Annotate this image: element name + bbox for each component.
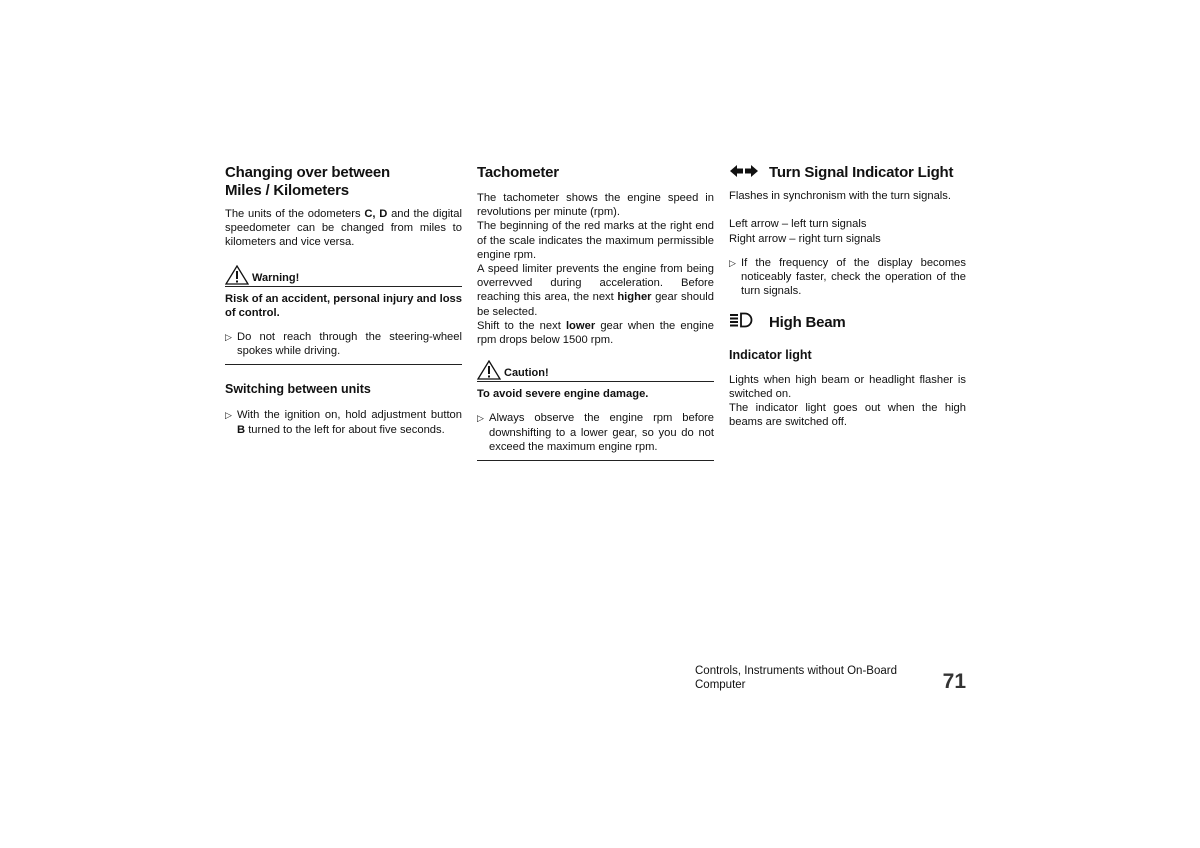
text-run: Shift to the next xyxy=(477,319,566,332)
warning-header xyxy=(225,265,462,287)
text-run: gear when the engine rpm drops below 1500 rpm. xyxy=(477,319,714,347)
bullet-triangle-icon: ▷ xyxy=(225,332,232,343)
high-beam-heading xyxy=(729,312,966,332)
bold-run: C, D xyxy=(364,208,388,220)
caution-title: Caution! xyxy=(504,367,549,380)
warning-bullet xyxy=(225,330,462,365)
text-run: gear should be selected. xyxy=(477,291,714,318)
caution-bullet-text: Always observe the engine rpm before downshifting to a lower gear, so you do not exceed the maximum engine rpm. xyxy=(489,412,714,453)
footer-title: Controls, Instruments without On-Board Computer xyxy=(695,665,897,691)
column-tachometer xyxy=(477,164,714,461)
subheading-switching-units: Switching between units xyxy=(225,382,371,397)
caution-bullet xyxy=(477,411,714,461)
odometer-units-paragraph xyxy=(225,207,462,250)
indicator-light-subheading: Indicator light xyxy=(729,347,812,362)
tachometer-para-1: The tachometer shows the engine speed in revolutions per minute (rpm). xyxy=(477,192,714,219)
tachometer-para-4 xyxy=(477,319,714,347)
turn-signal-para: Flashes in synchronism with the turn signals. xyxy=(729,190,951,203)
warning-text: Risk of an accident, personal injury and loss of control. xyxy=(225,292,462,319)
page-footer xyxy=(695,664,966,693)
bullet-triangle-icon: ▷ xyxy=(729,257,736,268)
heading-changing-over xyxy=(225,164,462,200)
text-run: turned to the left for about five seconds. xyxy=(245,423,445,436)
turn-signal-heading xyxy=(729,164,966,182)
high-beam-icon xyxy=(729,312,769,332)
column-odometer-units xyxy=(225,164,462,437)
high-beam-title: High Beam xyxy=(769,313,846,331)
heading-tachometer: Tachometer xyxy=(477,164,559,181)
left-arrow-text: Left arrow – left turn signals xyxy=(729,218,867,231)
switching-bullet-text xyxy=(237,408,462,436)
warning-triangle-icon xyxy=(477,360,501,380)
warning-bullet-text: Do not reach through the steering-wheel spokes while driving. xyxy=(237,331,462,358)
turn-signal-bullet xyxy=(729,256,966,299)
bold-run: lower xyxy=(565,319,596,332)
column-indicator-lights xyxy=(729,164,966,429)
bullet-triangle-icon: ▷ xyxy=(477,413,484,424)
tachometer-para-2: The beginning of the red marks at the right end of the scale indicates the maximum permissible engine rpm. xyxy=(477,220,714,261)
bold-run: higher xyxy=(617,291,652,304)
text-run: A speed limiter prevents the engine from being overrevved during acceleration. Before reaching this area, the next xyxy=(477,263,714,304)
warning-triangle-icon xyxy=(225,265,249,285)
turn-signal-bullet-text: If the frequency of the display becomes noticeably faster, check the operation of the turn signals. xyxy=(741,256,966,298)
bullet-triangle-icon: ▷ xyxy=(225,410,232,421)
page-number: 71 xyxy=(942,670,966,693)
text-run: and the digital speedometer can be changed from miles to kilometers and vice versa. xyxy=(225,208,462,249)
text-run: The units of the odometers xyxy=(225,208,365,220)
turn-signal-arrows-icon xyxy=(729,164,769,182)
text-run: With the ignition on, hold adjustment button xyxy=(237,409,462,422)
caution-text: To avoid severe engine damage. xyxy=(477,388,649,401)
right-arrow-text: Right arrow – right turn signals xyxy=(729,232,881,245)
switching-bullet xyxy=(225,408,462,436)
heading-line-1: Changing over between xyxy=(225,164,390,181)
warning-title: Warning! xyxy=(252,271,300,284)
high-beam-para-2: The indicator light goes out when the high beams are switched off. xyxy=(729,402,966,429)
tachometer-para-3 xyxy=(477,262,714,319)
heading-line-2: Miles / Kilometers xyxy=(225,182,349,199)
caution-header xyxy=(477,360,714,382)
high-beam-para-1: Lights when high beam or headlight flasher is switched on. xyxy=(729,373,966,400)
turn-signal-title: Turn Signal Indicator Light xyxy=(769,164,954,182)
bold-run: B xyxy=(237,423,246,436)
